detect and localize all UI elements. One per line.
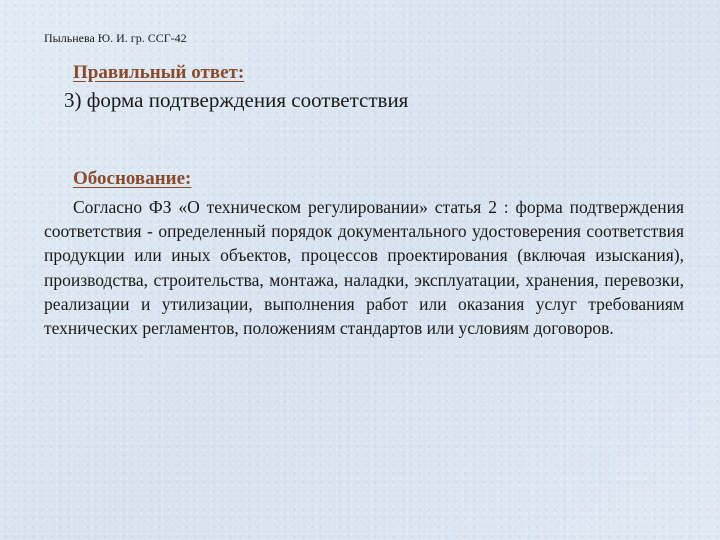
- answer-heading: Правильный ответ:: [73, 62, 245, 83]
- reason-body: Согласно ФЗ «О техническом регулировании» статья 2 : форма подтверждения соответствия - определенный порядок документального удостоверения соответствия продукции или иных объектов, процессов проектирования (включая изыскания), производства, строительства, монтажа, наладки, эксплуатации, хранения, перевозки, реализации и утилизации, выполнения работ или оказания услуг требованиям технических регламентов, положениям стандартов или условиям договоров.: [44, 197, 684, 339]
- author-line: Пыльнева Ю. И. гр. ССГ-42: [44, 31, 187, 45]
- reason-heading: Обоснование:: [73, 168, 192, 189]
- answer-text: 3) форма подтверждения соответствия: [64, 88, 409, 112]
